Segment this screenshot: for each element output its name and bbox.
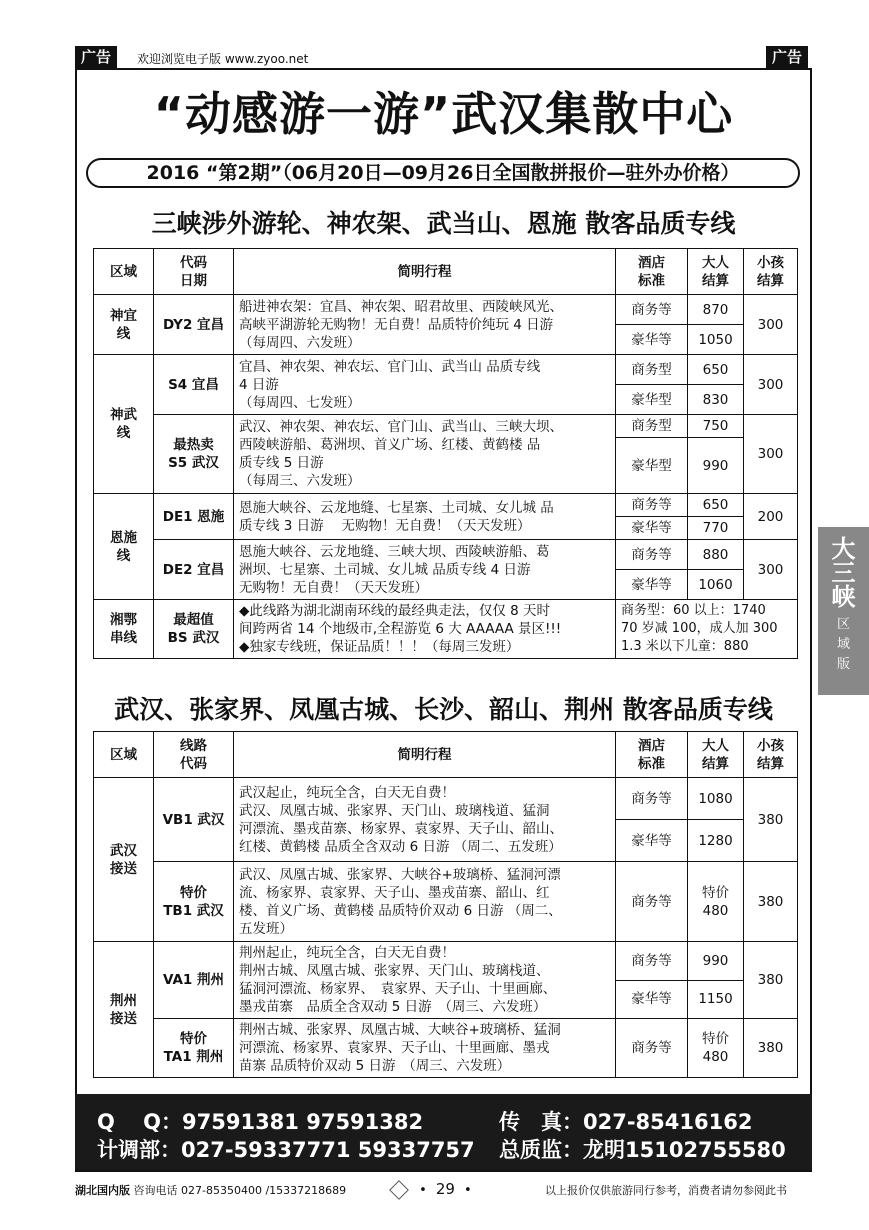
route-trip: ◆此线路为湖北湖南环线的最经典走法，仅仅 8 天时 间跨两省 14 个地级市,全程游览 6 大 AAAAA 景区!!! ◆独家专线班，保证品质！！！（每周三发班） <box>234 600 616 659</box>
route-code: 特价 TB1 武汉 <box>154 862 234 942</box>
adult-price: 750 <box>688 415 744 438</box>
header-hotel: 酒店 标准 <box>616 249 688 295</box>
route-trip: 武汉、神农架、神农坛、官门山、武当山、三峡大坝、 西陵峡游船、葛洲坝、首义广场、红楼、黄鹤楼 品 质专线 5 日游 （每周三、六发班） <box>234 415 616 494</box>
adult-price: 870 <box>688 295 744 325</box>
route-code: 最超值 BS 武汉 <box>154 600 234 659</box>
route-code: DY2 宜昌 <box>154 295 234 355</box>
hotel-standard: 商务等 <box>616 540 688 570</box>
child-price: 380 <box>744 1019 798 1078</box>
adult-price: 830 <box>688 385 744 415</box>
page-number: 29 <box>435 1180 455 1198</box>
adult-price: 1150 <box>688 980 744 1019</box>
route-trip: 宜昌、神农架、神农坛、官门山、武当山 品质专线 4 日游 （每周四、七发班） <box>234 355 616 415</box>
hotel-standard: 商务等 <box>616 862 688 942</box>
section1-title: 三峡涉外游轮、神农架、武当山、恩施 散客品质专线 <box>151 209 736 238</box>
route-trip: 船进神农架：宜昌、神农架、昭君故里、西陵峡风光、 高峡平湖游轮无购物！无自费！品质特价纯玩 4 日游 （每周四、六发班） <box>234 295 616 355</box>
diamond-icon <box>389 1180 409 1200</box>
route-code: VB1 武汉 <box>154 778 234 862</box>
region-cell: 湘鄂 串线 <box>94 600 154 659</box>
adult-price: 990 <box>688 942 744 981</box>
adult-price: 650 <box>688 494 744 517</box>
ad-tag-left: 广告 <box>75 46 117 68</box>
ad-tag-right: 广告 <box>766 46 808 68</box>
header-adult: 大人 结算 <box>688 249 744 295</box>
child-price: 300 <box>744 355 798 415</box>
hotel-standard: 商务型 <box>616 355 688 385</box>
child-price: 300 <box>744 540 798 600</box>
hotel-standard: 商务等 <box>616 1019 688 1078</box>
hotel-standard: 豪华等 <box>616 980 688 1019</box>
region-cell: 神武 线 <box>94 355 154 494</box>
side-label: 区 域 版 <box>836 617 850 672</box>
child-price: 380 <box>744 862 798 942</box>
child-price: 380 <box>744 942 798 1019</box>
header-region: 区域 <box>94 249 154 295</box>
header-trip: 简明行程 <box>234 249 616 295</box>
footer-phone: 咨询电话 027-85350400 /15337218689 <box>133 1184 347 1197</box>
adult-price: 1280 <box>688 820 744 862</box>
route-code: DE2 宜昌 <box>154 540 234 600</box>
child-price: 380 <box>744 778 798 862</box>
adult-price: 1050 <box>688 325 744 355</box>
fax-line: 传 真：027-85416162 <box>499 1110 753 1134</box>
route-trip: 恩施大峡谷、云龙地缝、三峡大坝、西陵峡游船、葛 洲坝、七星寨、土司城、女儿城 品质专线 4 日游 无购物！无自费！（天天发班） <box>234 540 616 600</box>
section1-table <box>93 248 798 659</box>
adult-price: 990 <box>688 438 744 494</box>
adult-price: 770 <box>688 517 744 540</box>
route-code: 特价 TA1 荆州 <box>154 1019 234 1078</box>
child-price: 300 <box>744 415 798 494</box>
hotel-standard: 商务等 <box>616 295 688 325</box>
child-price: 300 <box>744 295 798 355</box>
hotel-standard: 豪华等 <box>616 570 688 600</box>
adult-price: 特价 480 <box>688 862 744 942</box>
page-title: “动感游一游”武汉集散中心 <box>153 87 734 141</box>
dept-line: 计调部：027-59337771 59337757 <box>97 1138 475 1162</box>
header-region: 区域 <box>94 732 154 778</box>
region-cell: 荆州 接送 <box>94 942 154 1078</box>
adult-price: 特价 480 <box>688 1019 744 1078</box>
header-trip: 简明行程 <box>234 732 616 778</box>
header-hotel: 酒店 标准 <box>616 732 688 778</box>
route-trip: 荆州古城、张家界、凤凰古城、大峡谷+玻璃桥、猛洞 河漂流、杨家界、袁家界、天子山、十里画廊、墨戎 苗寨 品质特价双动 5 日游 （周三、六发班） <box>234 1019 616 1078</box>
side-tab <box>818 527 869 695</box>
page-number-block: • 29 • <box>392 1179 472 1198</box>
footer-edition: 湖北国内版 <box>75 1184 130 1197</box>
header-child: 小孩 结算 <box>744 732 798 778</box>
route-code: 最热卖 S5 武汉 <box>154 415 234 494</box>
adult-price: 1080 <box>688 778 744 820</box>
welcome-text: 欢迎浏览电子版 www.zyoo.net <box>137 52 309 66</box>
hotel-standard: 商务等 <box>616 942 688 981</box>
contact-panel <box>75 1094 812 1170</box>
route-code: S4 宜昌 <box>154 355 234 415</box>
header-code: 线路 代码 <box>154 732 234 778</box>
qq-line: Q Q：97591381 97591382 <box>97 1110 424 1134</box>
region-cell: 神宜 线 <box>94 295 154 355</box>
footer-left <box>75 1182 346 1198</box>
supervisor-line: 总质监：龙明15102755580 <box>499 1138 786 1162</box>
section2-title: 武汉、张家界、凤凰古城、长沙、韶山、荆州 散客品质专线 <box>114 695 773 724</box>
adult-price: 650 <box>688 355 744 385</box>
section2-table <box>93 731 798 1078</box>
hotel-standard: 商务型 <box>616 415 688 438</box>
hotel-standard: 豪华等 <box>616 325 688 355</box>
hotel-standard: 商务等 <box>616 494 688 517</box>
route-code: DE1 恩施 <box>154 494 234 540</box>
footer-right: 以上报价仅供旅游同行参考，消费者请勿参阅此书 <box>545 1184 787 1197</box>
header-child: 小孩 结算 <box>744 249 798 295</box>
side-logo: 大三峡 <box>831 534 856 611</box>
special-price: 商务型：60 以上：1740 70 岁减 100，成人加 300 1.3 米以下儿童：880 <box>616 600 798 659</box>
period-banner: 2016 “第2期”（06月20日—09月26日全国散拼报价—驻外办价格） <box>86 158 800 188</box>
child-price: 200 <box>744 494 798 540</box>
hotel-standard: 豪华等 <box>616 820 688 862</box>
adult-price: 880 <box>688 540 744 570</box>
region-cell: 恩施 线 <box>94 494 154 600</box>
adult-price: 1060 <box>688 570 744 600</box>
route-code: VA1 荆州 <box>154 942 234 1019</box>
hotel-standard: 豪华型 <box>616 438 688 494</box>
header-adult: 大人 结算 <box>688 732 744 778</box>
route-trip: 武汉、凤凰古城、张家界、大峡谷+玻璃桥、猛洞河漂 流、杨家界、袁家界、天子山、墨戎苗寨、韶山、红 楼、首义广场、黄鹤楼 品质特价双动 6 日游 （周二、 五发班） <box>234 862 616 942</box>
route-trip: 恩施大峡谷、云龙地缝、七星寨、土司城、女儿城 品 质专线 3 日游 无购物！无自费！（天天发班） <box>234 494 616 540</box>
hotel-standard: 豪华型 <box>616 385 688 415</box>
route-trip: 武汉起止，纯玩全含，白天无自费！ 武汉、凤凰古城、张家界、天门山、玻璃栈道、猛洞 河漂流、墨戎苗寨、杨家界、袁家界、天子山、韶山、 红楼、黄鹤楼 品质全含双动 6 日游 （周二、五发班） <box>234 778 616 862</box>
region-cell: 武汉 接送 <box>94 778 154 942</box>
route-trip: 荆州起止，纯玩全含，白天无自费！ 荆州古城、凤凰古城、张家界、天门山、玻璃栈道、 猛洞河漂流、杨家界、 袁家界、天子山、十里画廊、 墨戎苗寨 品质全含双动 5 日游 （周三、六发班） <box>234 942 616 1019</box>
hotel-standard: 商务等 <box>616 778 688 820</box>
header-code: 代码 日期 <box>154 249 234 295</box>
hotel-standard: 豪华等 <box>616 517 688 540</box>
